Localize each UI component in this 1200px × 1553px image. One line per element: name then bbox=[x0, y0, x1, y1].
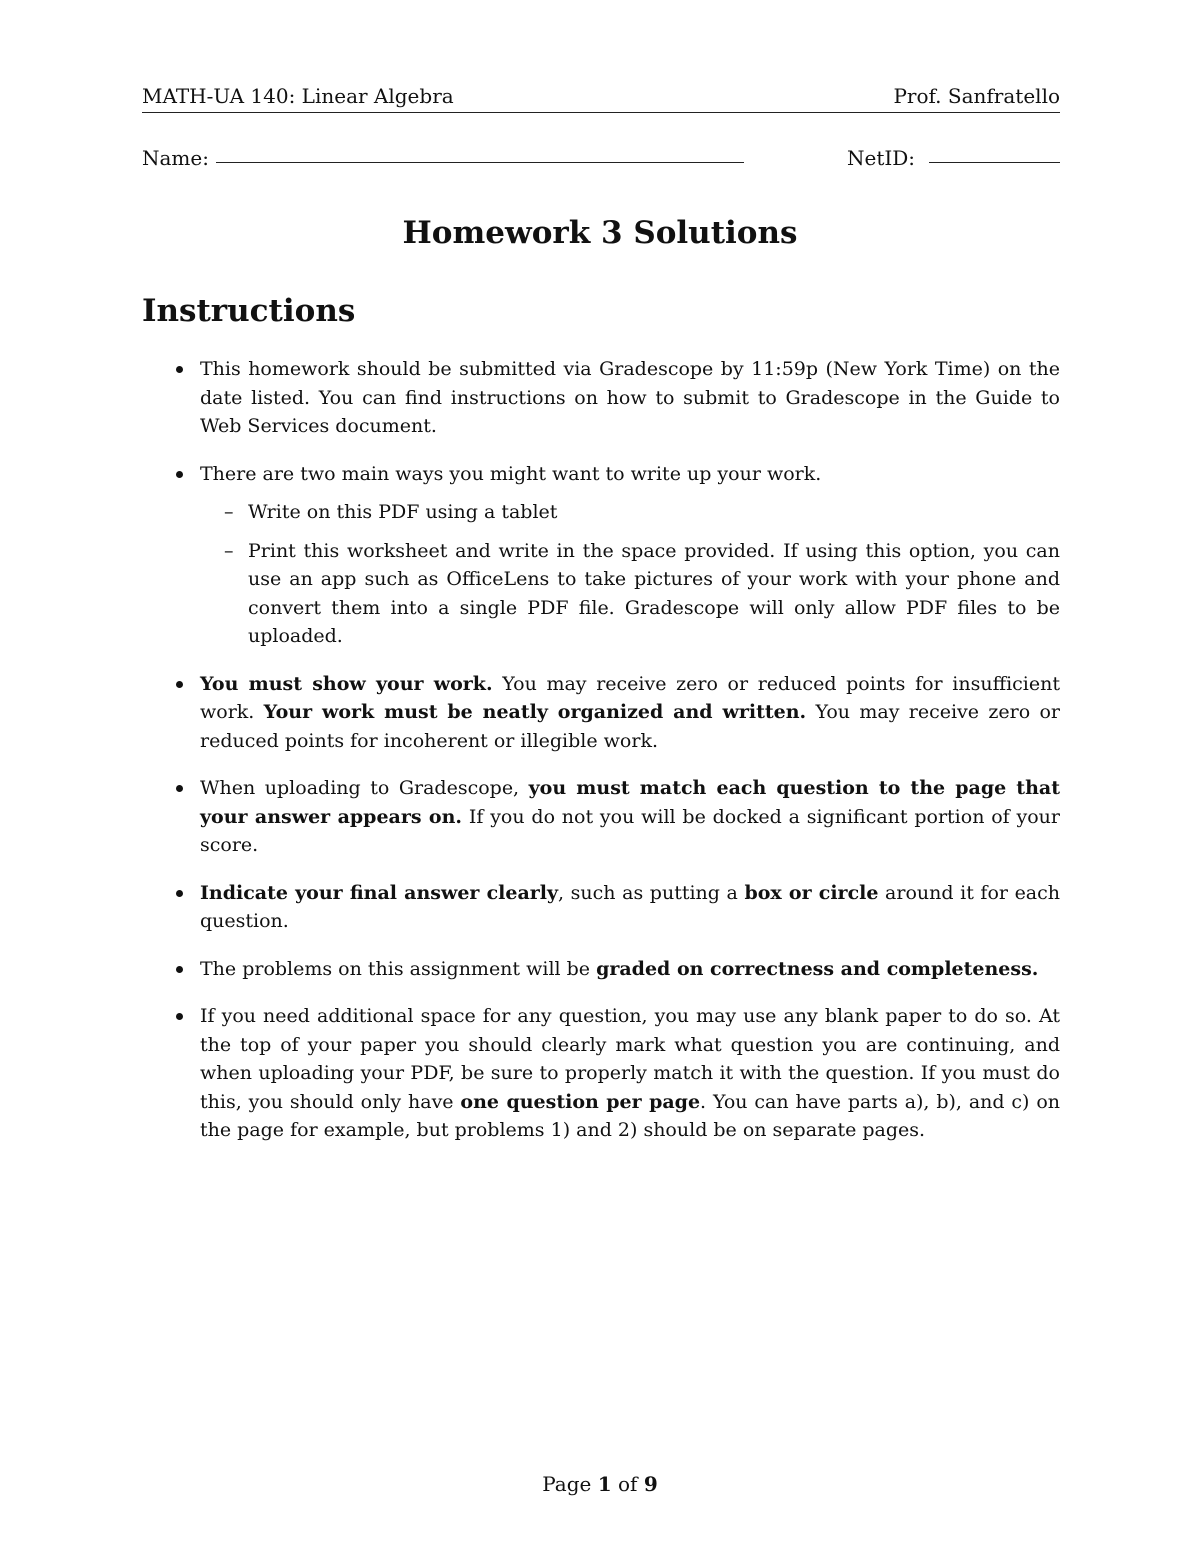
instruction-text: This homework should be submitted via Gradescope by 11:59p (New York Time) on the date listed. You can find instructions on how to submit to Gradescope in the Guide to Web Services document. bbox=[200, 358, 1060, 437]
name-label: Name: bbox=[142, 146, 209, 170]
of-word: of bbox=[618, 1472, 638, 1496]
page-footer bbox=[0, 1472, 1200, 1496]
emphasis-text: graded on correctness and completeness. bbox=[596, 957, 1039, 980]
instructions-list bbox=[142, 355, 1060, 1164]
current-page-number: 1 bbox=[597, 1472, 612, 1496]
instruction-text: around it for each question. bbox=[200, 881, 1061, 932]
netid-blank-line bbox=[929, 162, 1060, 163]
course-title: MATH-UA 140: Linear Algebra bbox=[142, 84, 454, 108]
emphasis-text: one question per page bbox=[460, 1090, 701, 1113]
section-title-instructions: Instructions bbox=[142, 293, 356, 329]
emphasis-text: Your work must be neatly organized and written. bbox=[263, 701, 807, 723]
instruction-text: There are two main ways you might want to write up your work. bbox=[200, 462, 822, 485]
total-pages-number: 9 bbox=[643, 1472, 658, 1496]
list-item bbox=[142, 879, 1060, 936]
dash-icon: – bbox=[224, 539, 234, 562]
bullet-icon bbox=[176, 785, 183, 792]
emphasis-text: You must show your work. bbox=[200, 672, 493, 695]
bullet-icon bbox=[176, 471, 183, 478]
bullet-icon bbox=[176, 681, 183, 688]
name-blank-line bbox=[216, 162, 744, 163]
sub-list-item bbox=[200, 537, 1060, 651]
list-item bbox=[142, 460, 1060, 651]
emphasis-text: box or circle bbox=[744, 881, 879, 904]
list-item bbox=[142, 774, 1060, 860]
list-item bbox=[142, 670, 1060, 756]
list-item bbox=[142, 1002, 1060, 1145]
sub-list-item bbox=[200, 498, 1060, 527]
instruction-text: The problems on this assignment will be bbox=[200, 957, 597, 980]
sub-instruction-text: Print this worksheet and write in the space provided. If using this option, you can use an app such as OfficeLens to take pictures of your work with your phone and convert them into a single PDF file. Gradescope will only allow PDF files to be uploaded. bbox=[248, 539, 1060, 647]
sub-instruction-text: Write on this PDF using a tablet bbox=[248, 501, 558, 523]
list-item bbox=[142, 955, 1060, 984]
list-item bbox=[142, 355, 1060, 441]
dash-icon: – bbox=[224, 501, 234, 523]
emphasis-text: Indicate your final answer clearly bbox=[200, 881, 559, 904]
bullet-icon bbox=[176, 1013, 183, 1020]
bullet-icon bbox=[176, 966, 183, 973]
instruction-text: You may receive zero or reduced points for incoherent or illegible work. bbox=[200, 701, 1060, 752]
emphasis-text: you must match each question to the page that your answer appears on. bbox=[200, 777, 1060, 828]
instruction-text: When uploading to Gradescope, bbox=[200, 777, 529, 799]
student-info-row bbox=[142, 146, 1060, 172]
running-header bbox=[142, 84, 1060, 113]
bullet-icon bbox=[176, 366, 183, 373]
instruction-text: If you need additional space for any question, you may use any blank paper to do so. At the top of your paper you should clearly mark what question you are continuing, and when uploading your PDF, be sure to properly match it with the question. If you must do this, you should only have bbox=[200, 1005, 1060, 1113]
instruction-text: . You can have parts a), b), and c) on the page for example, but problems 1) and 2) should be on separate pages. bbox=[200, 1090, 1061, 1141]
instruction-text: , such as putting a bbox=[558, 881, 745, 904]
bullet-icon bbox=[176, 890, 183, 897]
netid-label: NetID: bbox=[847, 146, 916, 170]
instruction-text: You may receive zero or reduced points for insufficient work. bbox=[200, 672, 1060, 723]
page-word: Page bbox=[542, 1472, 592, 1496]
professor-name: Prof. Sanfratello bbox=[893, 84, 1060, 108]
document-title: Homework 3 Solutions bbox=[402, 215, 798, 251]
instruction-text: If you do not you will be docked a significant portion of your score. bbox=[200, 805, 1061, 856]
